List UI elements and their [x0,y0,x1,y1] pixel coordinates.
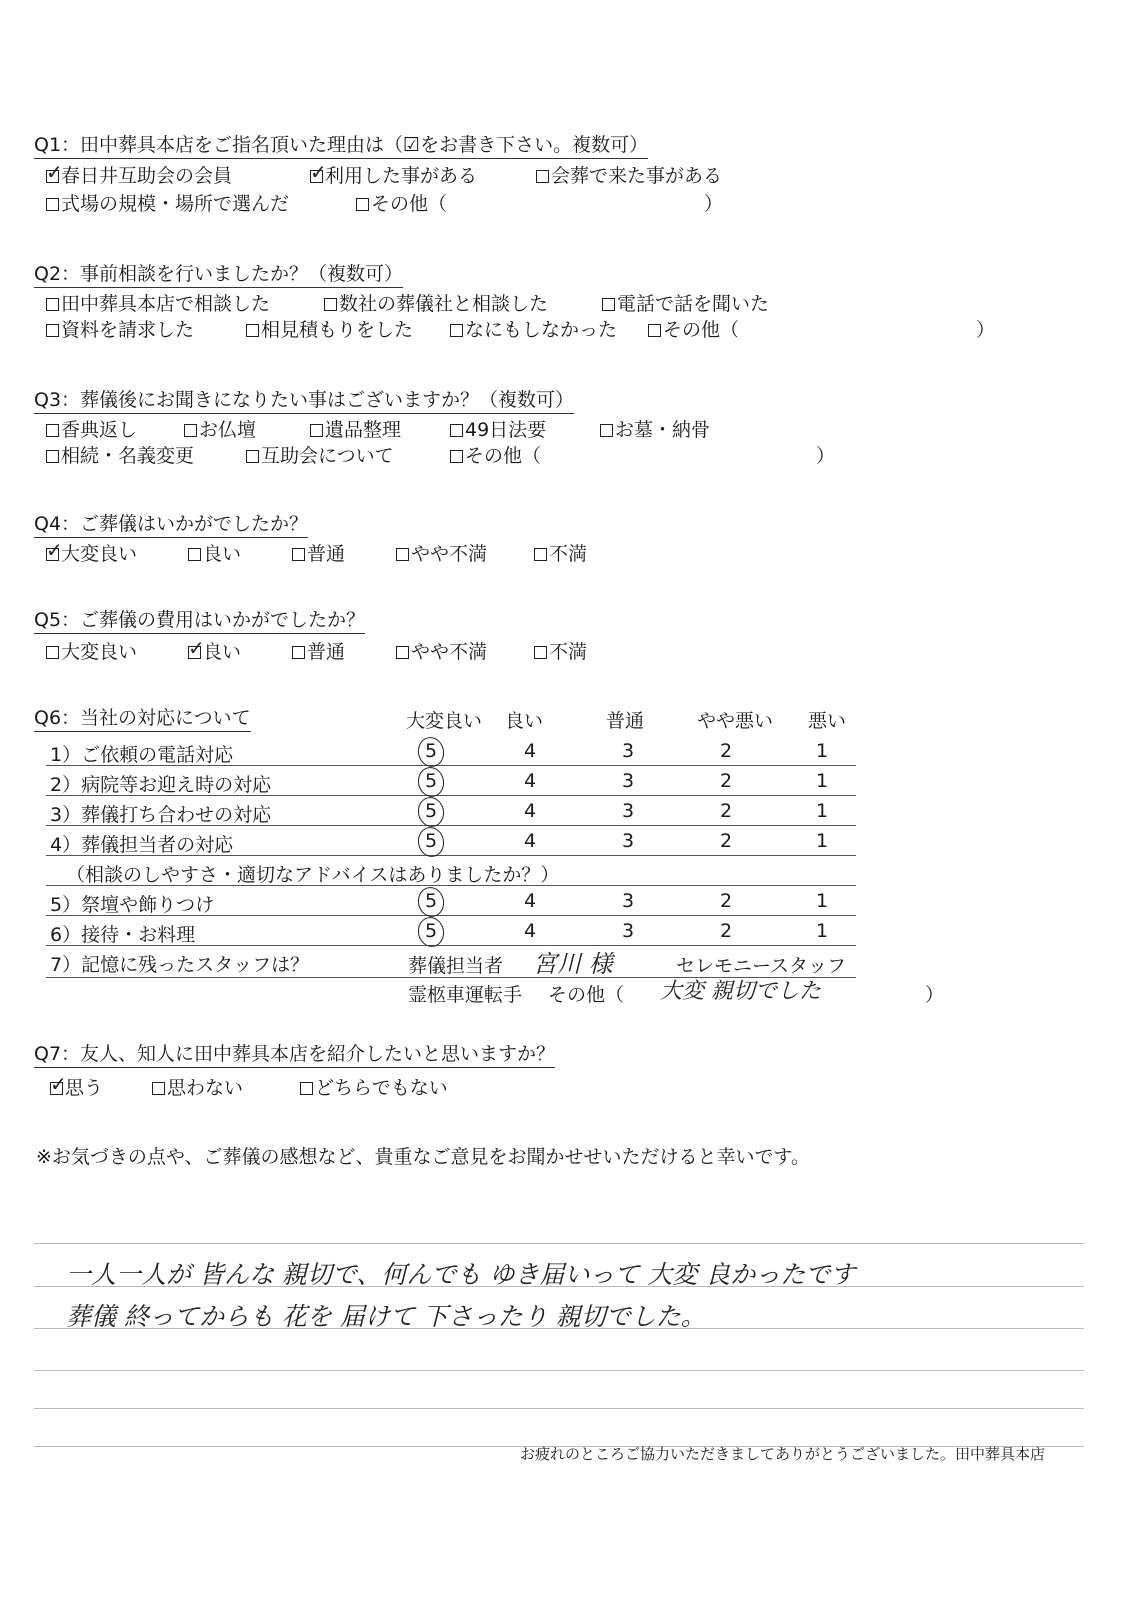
staff-funeral-value: 宮川 様 [533,950,613,978]
score-2[interactable]: 2 [719,920,733,942]
score-3[interactable]: 3 [621,800,635,822]
q3-other-close: ） [816,445,836,467]
q1-other-close: ） [704,193,724,215]
option-label: 遺品整理 [325,419,402,441]
q1-option-attended[interactable] [536,164,722,188]
option-label: やや不満 [411,641,488,663]
checkbox[interactable] [188,548,201,561]
q2-option-nothing[interactable] [450,318,617,342]
checkbox[interactable] [246,324,259,337]
q6-header-bad: 悪い [808,710,847,732]
check-mark-icon: ✓ [50,1072,67,1096]
checkbox[interactable] [536,170,549,183]
option-label: 良い [203,641,242,663]
option-label: 電話で話を聞いた [617,293,770,315]
option-label: その他（ [465,445,542,467]
checkbox[interactable] [600,424,613,437]
comment-ruled-line [34,1408,1084,1409]
staff-ceremony-label: セレモニースタッフ [676,955,847,977]
checkbox[interactable] [602,298,615,311]
option-label: 春日井互助会の会員 [61,165,233,187]
score-5[interactable]: 5 [424,740,438,762]
q5-title: Q5：ご葬儀の費用はいかがでしたか？ [34,608,365,634]
checkbox[interactable] [534,548,547,561]
q3-option-49days[interactable] [450,418,546,442]
q2-options [46,292,1006,348]
q2-option-quotes[interactable] [246,318,413,342]
score-5[interactable]: 5 [424,770,438,792]
score-4[interactable]: 4 [523,770,537,792]
q6-item-pickup: 2）病院等お迎え時の対応 [50,774,272,796]
q3-option-gojokai[interactable] [246,444,394,468]
q6-item-catering: 6）接待・お料理 [50,924,196,946]
q5-option-very-good[interactable] [46,640,137,664]
q1-options [46,160,806,220]
q4-option-good[interactable] [188,542,241,566]
q6-item-meeting: 3）葬儀打ち合わせの対応 [50,804,272,826]
option-label: 田中葬具本店で相談した [61,293,271,315]
option-label: どちらでもない [315,1077,448,1099]
q2-option-tanaka[interactable] [46,292,270,316]
q4-option-very-good[interactable] [46,538,138,566]
checkbox[interactable] [46,450,59,463]
q4-option-unsatisfied[interactable] [534,542,587,566]
score-3[interactable]: 3 [621,890,635,912]
q5-option-good[interactable] [188,636,242,664]
check-mark-icon: ✓ [46,538,63,562]
q1-option-other[interactable] [356,192,447,216]
option-label: 良い [203,543,242,565]
q1-option-venue[interactable] [46,192,289,216]
score-1[interactable]: 1 [815,770,829,792]
q5-options [46,636,666,668]
checkbox[interactable] [46,324,59,337]
checkbox[interactable] [534,646,547,659]
score-2[interactable]: 2 [719,890,733,912]
q5-option-normal[interactable] [292,640,345,664]
q4-option-somewhat-unsatisfied[interactable] [396,542,487,566]
q2-option-phone[interactable] [602,292,769,316]
option-label: 香典返し [61,419,138,441]
q3-options [46,418,846,474]
option-label: 数社の葬儀社と相談した [339,293,549,315]
checkbox[interactable] [300,1082,313,1095]
option-label: 相見積もりをした [261,319,414,341]
q4-option-normal[interactable] [292,542,345,566]
q3-option-koden[interactable] [46,418,137,442]
score-5[interactable]: 5 [424,890,438,912]
score-2[interactable]: 2 [719,770,733,792]
score-1[interactable]: 1 [815,830,829,852]
staff-hearse-label: 霊柩車運転手 [408,984,523,1006]
score-1[interactable]: 1 [815,890,829,912]
option-label: その他（ [371,193,448,215]
q3-title: Q3：葬儀後にお聞きになりたい事はございますか？（複数可） [34,388,574,414]
score-4[interactable]: 4 [523,740,537,762]
check-mark-icon: ✓ [188,636,205,660]
footer-thanks: お疲れのところご協力いただきましてありがとうございました。田中葬具本店 [520,1445,1046,1463]
q6-header-normal: 普通 [606,710,645,732]
q3-option-butsudan[interactable] [184,418,256,442]
score-4[interactable]: 4 [523,830,537,852]
checkbox[interactable] [184,424,197,437]
q4-options [46,538,666,570]
option-label: お仏壇 [199,419,257,441]
q6-item-altar: 5）祭壇や飾りつけ [50,894,215,916]
checkbox[interactable] [152,1082,165,1095]
option-label: 不満 [549,641,588,663]
q3-option-other[interactable] [450,444,541,468]
q6-item-staff: 4）葬儀担当者の対応 [50,834,234,856]
staff-other-label: その他（ [548,984,625,1006]
score-3[interactable]: 3 [621,770,635,792]
q6-header-good: 良い [505,710,544,732]
option-label: 互助会について [261,445,394,467]
score-3[interactable]: 3 [621,920,635,942]
option-label: その他（ [663,319,740,341]
staff-funeral-label: 葬儀担当者 [408,955,504,977]
q1-option-member[interactable] [46,160,233,188]
q7-options [50,1072,490,1104]
checkbox[interactable] [188,636,205,660]
comment-ruled-line [34,1243,1084,1244]
comment-line-1[interactable]: 一人一人が 皆んな 親切で、何んでも ゆき届いって 大変 良かったです [66,1260,856,1289]
score-5[interactable]: 5 [424,920,438,942]
score-4[interactable]: 4 [523,890,537,912]
option-label: 大変良い [61,543,138,565]
checkbox[interactable] [310,160,327,184]
score-3[interactable]: 3 [621,830,635,852]
q3-option-grave[interactable] [600,418,710,442]
comment-line-2[interactable]: 葬儀 終ってからも 花を 届けて 下さったり 親切でした。 [66,1302,706,1331]
checkbox[interactable] [292,646,305,659]
q2-option-other[interactable] [648,318,739,342]
checkbox[interactable] [46,160,63,184]
option-label: お墓・納骨 [615,419,711,441]
comment-ruled-line [34,1370,1084,1371]
checkbox[interactable] [46,424,59,437]
option-label: 思わない [167,1077,244,1099]
check-mark-icon: ✓ [310,160,327,184]
checkbox[interactable] [356,198,369,211]
q6-header-somewhat-bad: やや悪い [697,710,774,732]
option-label: 会葬で来た事がある [551,165,723,187]
q5-option-unsatisfied[interactable] [534,640,587,664]
option-label: 資料を請求した [61,319,195,341]
checkbox[interactable] [50,1072,67,1096]
option-label: 相続・名義変更 [61,445,195,467]
score-3[interactable]: 3 [621,740,635,762]
q6-title: Q6：当社の対応について [34,706,251,732]
checkbox[interactable] [310,424,323,437]
q6-item-memorable-staff: 7）記憶に残ったスタッフは？ [50,954,310,976]
q1-option-used-before[interactable] [310,160,478,188]
option-label: 普通 [307,641,346,663]
option-label: 式場の規模・場所で選んだ [61,193,290,215]
q2-option-multiple[interactable] [324,292,548,316]
checkbox[interactable] [246,450,259,463]
score-1[interactable]: 1 [815,920,829,942]
q7-title: Q7：友人、知人に田中葬具本店を紹介したいと思いますか？ [34,1042,555,1068]
comments-prompt: ※お気づきの点や、ご葬儀の感想など、貴重なご意見をお聞かせせいただけると幸いです。 [36,1146,811,1168]
q7-option-neither[interactable] [300,1076,448,1100]
checkbox[interactable] [46,538,63,562]
score-2[interactable]: 2 [719,740,733,762]
score-4[interactable]: 4 [523,920,537,942]
score-1[interactable]: 1 [815,800,829,822]
score-5[interactable]: 5 [424,830,438,852]
score-1[interactable]: 1 [815,740,829,762]
q1-title: Q1：田中葬具本店をご指名頂いた理由は（☑をお書き下さい。複数可） [34,133,648,159]
check-mark-icon: ✓ [46,160,63,184]
q7-option-yes[interactable] [50,1072,104,1100]
checkbox[interactable] [648,324,661,337]
score-5[interactable]: 5 [424,800,438,822]
q2-option-materials[interactable] [46,318,194,342]
option-label: 利用した事がある [325,165,478,187]
q3-option-ihin[interactable] [310,418,401,442]
checkbox[interactable] [46,298,59,311]
staff-other-close: ） [925,984,945,1006]
staff-other-value: 大変 親切でした [660,979,821,1004]
option-label: 普通 [307,543,346,565]
checkbox[interactable] [46,646,59,659]
q6-item4-note: （相談のしやすさ・適切なアドバイスはありましたか？） [66,864,560,886]
checkbox[interactable] [396,548,409,561]
checkbox[interactable] [292,548,305,561]
option-label: 49日法要 [465,419,547,441]
option-label: 大変良い [61,641,138,663]
checkbox[interactable] [450,324,463,337]
option-label: なにもしなかった [465,319,618,341]
q6-item-phone: 1）ご依頼の電話対応 [50,744,234,766]
option-label: 不満 [549,543,588,565]
q2-title: Q2：事前相談を行いましたか？（複数可） [34,262,403,288]
option-label: 思う [65,1077,104,1099]
q7-option-no[interactable] [152,1076,243,1100]
q6-header-very-good: 大変良い [406,710,483,732]
q3-option-inheritance[interactable] [46,444,194,468]
score-2[interactable]: 2 [719,800,733,822]
option-label: やや不満 [411,543,488,565]
checkbox[interactable] [46,198,59,211]
q2-other-close: ） [976,319,996,341]
checkbox[interactable] [450,424,463,437]
score-2[interactable]: 2 [719,830,733,852]
score-4[interactable]: 4 [523,800,537,822]
q5-option-somewhat-unsatisfied[interactable] [396,640,487,664]
checkbox[interactable] [396,646,409,659]
checkbox[interactable] [324,298,337,311]
checkbox[interactable] [450,450,463,463]
q4-title: Q4：ご葬儀はいかがでしたか？ [34,512,308,538]
